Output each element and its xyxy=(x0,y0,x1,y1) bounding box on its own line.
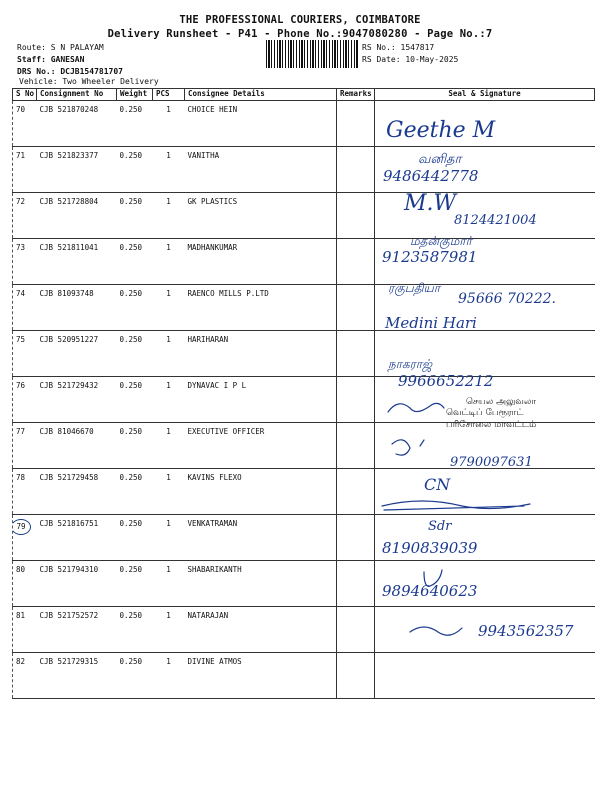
signature-cell xyxy=(375,285,595,331)
table-row xyxy=(13,607,595,653)
weight-cell xyxy=(117,423,153,469)
sno-cell xyxy=(13,239,37,285)
consignee-cell xyxy=(185,423,337,469)
col-pcs: PCS xyxy=(153,89,185,101)
signature-cell xyxy=(375,469,595,515)
signature-cell xyxy=(375,331,595,377)
weight-cell-text: 0.250 xyxy=(119,611,143,620)
sno-cell xyxy=(13,147,37,193)
signature-71-phone: 9486442778 xyxy=(383,167,479,185)
route-label: Route: S N PALAYAM xyxy=(17,43,104,52)
col-consignment: Consignment No xyxy=(37,89,117,101)
sno-cell xyxy=(13,101,37,147)
consignee-cell xyxy=(185,515,337,561)
pcs-cell xyxy=(153,147,185,193)
sno-cell-text: 82 xyxy=(16,657,26,666)
signature-74-phone: 95666 70222. xyxy=(458,291,556,307)
table-header-row xyxy=(13,89,595,101)
weight-cell-text: 0.250 xyxy=(119,657,143,666)
signature-cell xyxy=(375,561,595,607)
sno-cell xyxy=(13,561,37,607)
consignment-cell xyxy=(37,331,117,377)
consignee-cell xyxy=(185,147,337,193)
consignee-cell-text: EXECUTIVE OFFICER xyxy=(187,427,265,436)
pcs-cell xyxy=(153,193,185,239)
signature-cell xyxy=(375,193,595,239)
pcs-cell xyxy=(153,423,185,469)
stamp-line-1: செயல அலுவலா xyxy=(466,397,537,407)
signature-82-phone: 9943562357 xyxy=(478,622,574,640)
pcs-cell-text: 1 xyxy=(166,519,171,528)
weight-cell xyxy=(117,193,153,239)
consignment-cell-text: CJB 521728804 xyxy=(39,197,99,206)
table-row xyxy=(13,147,595,193)
pcs-cell xyxy=(153,515,185,561)
col-sno: S No xyxy=(13,89,37,101)
table-row xyxy=(13,423,595,469)
sno-cell xyxy=(13,377,37,423)
remarks-cell xyxy=(337,469,375,515)
consignee-cell-text: DYNAVAC I P L xyxy=(187,381,247,390)
weight-cell-text: 0.250 xyxy=(119,427,143,436)
stamp-line-3: பரிசோலை மாவட்டம் xyxy=(446,420,537,430)
weight-cell-text: 0.250 xyxy=(119,289,143,298)
consignee-cell-text: VANITHA xyxy=(187,151,220,160)
col-remarks: Remarks xyxy=(337,89,375,101)
weight-cell xyxy=(117,331,153,377)
pcs-cell xyxy=(153,607,185,653)
rs-number: RS No.: 1547817 xyxy=(362,43,435,52)
signature-73-phone: 9123587981 xyxy=(382,248,478,266)
sno-cell xyxy=(13,653,37,699)
sno-cell-text: 78 xyxy=(16,473,26,482)
remarks-cell xyxy=(337,147,375,193)
pcs-cell-text: 1 xyxy=(166,657,171,666)
col-consignee: Consignee Details xyxy=(185,89,337,101)
sno-cell xyxy=(13,607,37,653)
consignment-cell-text: CJB 520951227 xyxy=(39,335,99,344)
pcs-cell-text: 1 xyxy=(166,381,171,390)
signature-cell xyxy=(375,239,595,285)
sno-cell-text: 71 xyxy=(16,151,26,160)
weight-cell-text: 0.250 xyxy=(119,105,143,114)
signature-74-name: ரகுபதியா xyxy=(388,281,441,295)
signature-79: CN xyxy=(424,475,451,494)
sno-cell xyxy=(13,285,37,331)
consignment-cell-text: CJB 521823377 xyxy=(39,151,99,160)
sno-cell xyxy=(13,469,37,515)
sno-cell-text: 72 xyxy=(16,197,26,206)
consignee-cell-text: SHABARIKANTH xyxy=(187,565,242,574)
consignment-cell xyxy=(37,285,117,331)
consignment-cell-text: CJB 81046670 xyxy=(39,427,94,436)
consignee-cell-text: HARIHARAN xyxy=(187,335,229,344)
pcs-cell xyxy=(153,239,185,285)
table-row xyxy=(13,331,595,377)
consignment-cell xyxy=(37,607,117,653)
col-signature: Seal & Signature xyxy=(375,89,595,101)
sno-cell-text: 70 xyxy=(16,105,26,114)
consignment-cell-text: CJB 521794310 xyxy=(39,565,99,574)
weight-cell xyxy=(117,147,153,193)
consignee-cell xyxy=(185,239,337,285)
weight-cell-text: 0.250 xyxy=(119,381,143,390)
col-weight: Weight xyxy=(117,89,153,101)
signature-76-name: நாகராஜ் xyxy=(388,357,433,371)
consignee-cell-text: DIVINE ATMOS xyxy=(187,657,242,666)
consignee-cell-text: MADHANKUMAR xyxy=(187,243,238,252)
pcs-cell xyxy=(153,469,185,515)
pcs-cell xyxy=(153,331,185,377)
weight-cell xyxy=(117,653,153,699)
weight-cell-text: 0.250 xyxy=(119,473,143,482)
consignee-cell xyxy=(185,193,337,239)
table-row xyxy=(13,653,595,699)
sno-cell xyxy=(13,331,37,377)
consignee-cell-text: RAENCO MILLS P.LTD xyxy=(187,289,269,298)
consignee-cell xyxy=(185,653,337,699)
weight-cell xyxy=(117,377,153,423)
consignment-cell xyxy=(37,193,117,239)
sno-cell-text: 81 xyxy=(16,611,26,620)
consignment-cell xyxy=(37,423,117,469)
pcs-cell-text: 1 xyxy=(166,243,171,252)
table-row xyxy=(13,561,595,607)
pcs-cell xyxy=(153,101,185,147)
consignee-cell-text: CHOICE HEIN xyxy=(187,105,238,114)
consignment-cell xyxy=(37,653,117,699)
pcs-cell xyxy=(153,285,185,331)
consignee-cell-text: VENKATRAMAN xyxy=(187,519,238,528)
table-row xyxy=(13,515,595,561)
weight-cell-text: 0.250 xyxy=(119,151,143,160)
pcs-cell-text: 1 xyxy=(166,335,171,344)
pcs-cell-text: 1 xyxy=(166,473,171,482)
signature-76-phone: 9966652212 xyxy=(398,372,494,390)
signature-cell xyxy=(375,423,595,469)
remarks-cell xyxy=(337,331,375,377)
sno-cell xyxy=(13,193,37,239)
weight-cell xyxy=(117,607,153,653)
sno-cell-text: 79 xyxy=(13,519,32,535)
consignment-cell xyxy=(37,377,117,423)
consignee-cell xyxy=(185,331,337,377)
signature-70: Geethe M xyxy=(386,118,496,143)
weight-cell xyxy=(117,101,153,147)
runsheet-table xyxy=(12,88,595,699)
remarks-cell xyxy=(337,239,375,285)
remarks-cell xyxy=(337,607,375,653)
signature-78-phone: 9790097631 xyxy=(450,455,533,470)
remarks-cell xyxy=(337,515,375,561)
signature-80-phone: 8190839039 xyxy=(382,539,478,557)
drs-number: DRS No.: DCJB154781707 xyxy=(17,67,123,76)
vehicle-label: Vehicle: Two Wheeler Delivery xyxy=(19,77,159,86)
signature-80-name: Sdr xyxy=(428,519,452,534)
weight-cell-text: 0.250 xyxy=(119,197,143,206)
sno-cell-text: 80 xyxy=(16,565,26,574)
signature-72-name: M.W xyxy=(404,191,457,216)
runsheet-subtitle: Delivery Runsheet - P41 - Phone No.:9047080280 - Page No.:7 xyxy=(107,28,493,40)
pcs-cell-text: 1 xyxy=(166,427,171,436)
consignment-cell-text: CJB 81093748 xyxy=(39,289,94,298)
signature-cell xyxy=(375,653,595,699)
consignment-cell-text: CJB 521729432 xyxy=(39,381,99,390)
remarks-cell xyxy=(337,653,375,699)
pcs-cell-text: 1 xyxy=(166,611,171,620)
consignee-cell-text: KAVINS FLEXO xyxy=(187,473,242,482)
consignee-cell xyxy=(185,285,337,331)
consignee-cell xyxy=(185,607,337,653)
pcs-cell-text: 1 xyxy=(166,151,171,160)
consignee-cell xyxy=(185,469,337,515)
consignment-cell xyxy=(37,101,117,147)
pcs-cell xyxy=(153,377,185,423)
signature-71-name: வனிதா xyxy=(418,152,462,167)
signature-72-phone: 8124421004 xyxy=(454,213,537,228)
signature-cell xyxy=(375,607,595,653)
rs-date: RS Date: 10-May-2025 xyxy=(362,55,459,64)
table-row xyxy=(13,101,595,147)
pcs-cell xyxy=(153,653,185,699)
consignee-cell-text: NATARAJAN xyxy=(187,611,229,620)
remarks-cell xyxy=(337,377,375,423)
table-row xyxy=(13,377,595,423)
company-title: THE PROFESSIONAL COURIERS, COIMBATORE xyxy=(179,14,421,26)
pcs-cell-text: 1 xyxy=(166,565,171,574)
sno-cell-text: 77 xyxy=(16,427,26,436)
consignment-cell xyxy=(37,515,117,561)
signature-cell xyxy=(375,515,595,561)
remarks-cell xyxy=(337,423,375,469)
consignment-cell-text: CJB 521816751 xyxy=(39,519,99,528)
remarks-cell xyxy=(337,101,375,147)
consignment-cell xyxy=(37,469,117,515)
pcs-cell-text: 1 xyxy=(166,197,171,206)
weight-cell xyxy=(117,469,153,515)
weight-cell-text: 0.250 xyxy=(119,243,143,252)
sno-cell-text: 73 xyxy=(16,243,26,252)
table-row xyxy=(13,285,595,331)
remarks-cell xyxy=(337,193,375,239)
pcs-cell xyxy=(153,561,185,607)
signature-cell xyxy=(375,101,595,147)
consignment-cell-text: CJB 521729315 xyxy=(39,657,99,666)
signature-cell xyxy=(375,147,595,193)
remarks-cell xyxy=(337,561,375,607)
pcs-cell-text: 1 xyxy=(166,105,171,114)
consignee-cell xyxy=(185,561,337,607)
signature-75: Medini Hari xyxy=(385,314,477,332)
sno-cell xyxy=(13,515,37,561)
consignment-cell xyxy=(37,561,117,607)
table-row xyxy=(13,469,595,515)
consignment-cell-text: CJB 521870248 xyxy=(39,105,99,114)
consignment-cell-text: CJB 521811041 xyxy=(39,243,99,252)
staff-label: Staff: GANESAN xyxy=(17,55,85,64)
consignee-cell xyxy=(185,377,337,423)
sno-cell xyxy=(13,423,37,469)
signature-81-phone: 9894640623 xyxy=(382,582,478,600)
consignment-cell-text: CJB 521729458 xyxy=(39,473,99,482)
weight-cell xyxy=(117,515,153,561)
weight-cell xyxy=(117,285,153,331)
consignment-cell-text: CJB 521752572 xyxy=(39,611,99,620)
consignment-cell xyxy=(37,239,117,285)
barcode-image xyxy=(266,40,358,68)
signature-cell xyxy=(375,377,595,423)
signature-73-name: மதன்குமார் xyxy=(410,234,472,248)
weight-cell-text: 0.250 xyxy=(119,335,143,344)
weight-cell xyxy=(117,561,153,607)
consignment-cell xyxy=(37,147,117,193)
weight-cell xyxy=(117,239,153,285)
weight-cell-text: 0.250 xyxy=(119,519,143,528)
sno-cell-text: 75 xyxy=(16,335,26,344)
pcs-cell-text: 1 xyxy=(166,289,171,298)
table-row xyxy=(13,239,595,285)
sno-cell-text: 76 xyxy=(16,381,26,390)
stamp-line-2: வெட்டிப் பேரூராட் xyxy=(446,408,524,418)
remarks-cell xyxy=(337,285,375,331)
sno-cell-text: 74 xyxy=(16,289,26,298)
table-row xyxy=(13,193,595,239)
consignee-cell xyxy=(185,101,337,147)
consignee-cell-text: GK PLASTICS xyxy=(187,197,238,206)
weight-cell-text: 0.250 xyxy=(119,565,143,574)
